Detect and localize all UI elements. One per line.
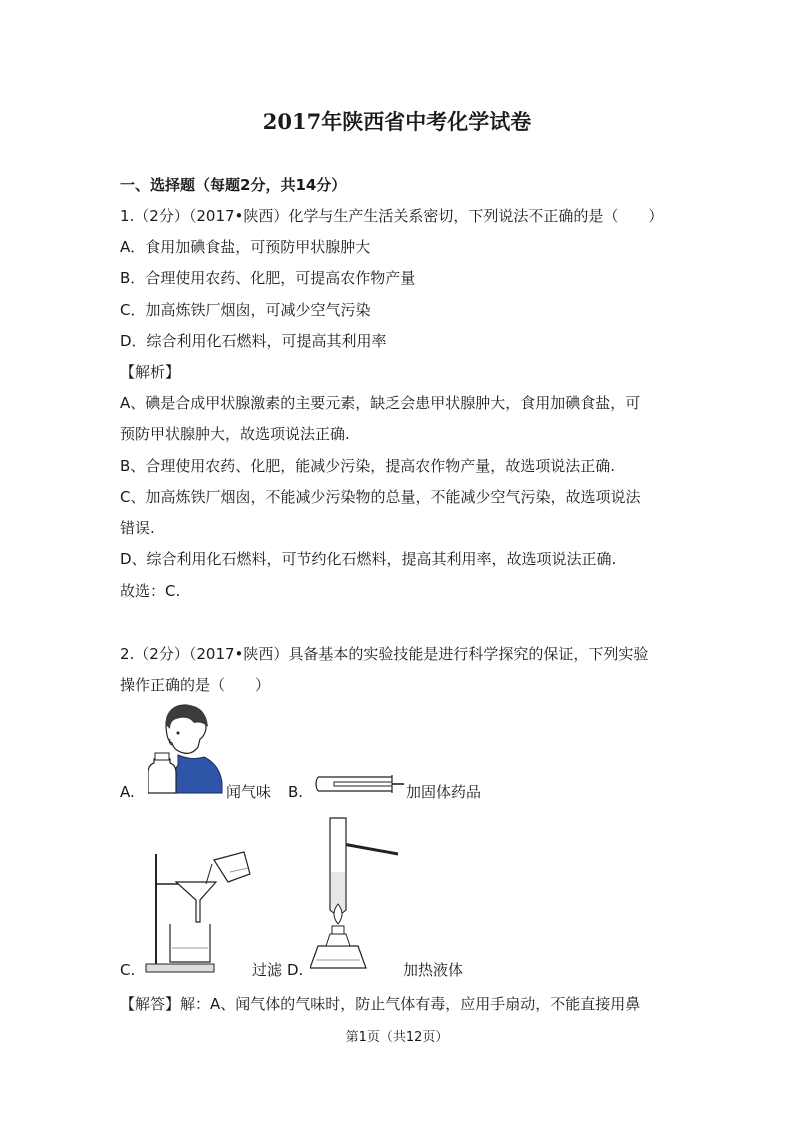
analysis-label: 【解析】 <box>120 363 181 381</box>
option-b-letter: B. <box>288 783 304 801</box>
option-b-caption: 加固体药品 <box>406 783 482 801</box>
analysis-line: 预防甲状腺肿大，故选项说法正确. <box>120 425 350 443</box>
section-heading: 一、选择题（每题2分，共14分） <box>120 176 347 194</box>
page-title: 2017年陕西省中考化学试卷 <box>262 109 532 134</box>
test-tube-figure <box>314 772 406 798</box>
answer-label: 【解答】 <box>120 995 181 1013</box>
question-1-option-a: A．食用加碘食盐，可预防甲状腺肿大 <box>120 238 371 256</box>
option-a-caption: 闻气味 <box>226 783 272 801</box>
page-footer: 第1页（共12页） <box>345 1030 449 1045</box>
heating-liquid-figure <box>310 814 406 976</box>
question-1-stem: 1.（2分）（2017•陕西）化学与生产生活关系密切，下列说法不正确的是（ ） <box>120 207 664 225</box>
option-c-caption: 过滤 <box>252 961 283 979</box>
analysis-line: D、综合利用化石燃料，可节约化石燃料，提高其利用率，故选项说法正确. <box>120 550 617 568</box>
analysis-line: B、合理使用农药、化肥，能减少污染，提高农作物产量，故选项说法正确. <box>120 457 616 475</box>
analysis-line: C、加高炼铁厂烟囱，不能减少污染物的总量，不能减少空气污染，故选项说法 <box>120 488 641 506</box>
answer-text: 解：A、闻气体的气味时，防止气体有毒，应用手扇动，不能直接用鼻 <box>180 995 641 1013</box>
question-1-option-c: C．加高炼铁厂烟囱，可减少空气污染 <box>120 301 371 319</box>
option-c-letter: C. <box>120 961 136 979</box>
option-a-letter: A. <box>120 783 135 801</box>
smelling-gas-figure <box>148 703 224 795</box>
question-1-option-d: D．综合利用化石燃料，可提高其利用率 <box>120 332 387 350</box>
question-2-stem-cont: 操作正确的是（ ） <box>120 676 271 694</box>
answer-line: 故选：C. <box>120 582 181 600</box>
filtration-figure <box>144 842 254 974</box>
option-d-caption: 加热液体 <box>403 961 464 979</box>
question-1-option-b: B．合理使用农药、化肥，可提高农作物产量 <box>120 269 416 287</box>
option-d-letter: D. <box>287 961 304 979</box>
analysis-line: A、碘是合成甲状腺激素的主要元素，缺乏会患甲状腺肿大，食用加碘食盐，可 <box>120 394 641 412</box>
analysis-line: 错误. <box>120 519 155 537</box>
question-2-stem: 2.（2分）（2017•陕西）具备基本的实验技能是进行科学探究的保证，下列实验 <box>120 645 649 663</box>
